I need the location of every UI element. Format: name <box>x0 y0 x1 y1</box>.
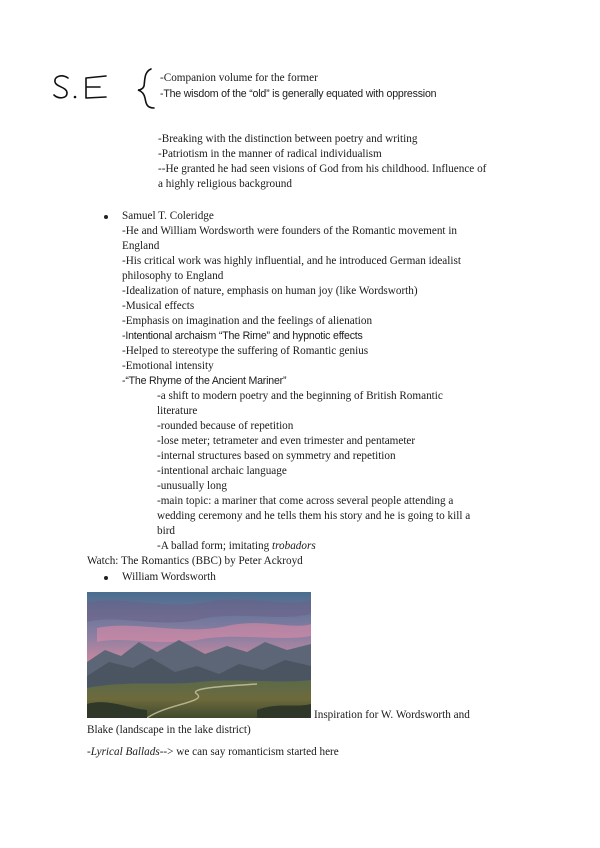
mariner-note-2: literature <box>157 405 198 417</box>
mariner-note-10: bird <box>157 525 176 537</box>
watch-line: Watch: The Romantics (BBC) by Peter Ackroyd <box>87 555 303 567</box>
blake-note-1: -Breaking with the distinction between poetry and writing <box>158 133 418 145</box>
coleridge-line-2: England <box>122 240 160 252</box>
mariner-note-9: wedding ceremony and he tells them his story and he is going to kill a <box>157 510 471 522</box>
image-caption-line-2: Blake (landscape in the lake district) <box>87 724 251 736</box>
blake-note-4: a highly religious background <box>158 178 292 190</box>
mariner-note-1: -a shift to modern poetry and the beginning of British Romantic <box>157 390 443 402</box>
mariner-note-5: -internal structures based on symmetry and repetition <box>157 450 396 462</box>
bullet-icon <box>104 215 108 219</box>
blake-note-2: -Patriotism in the manner of radical individualism <box>158 148 382 160</box>
lyrical-ballads-rest: --> we can say romanticism started here <box>159 746 339 758</box>
coleridge-line-8: -Intentional archaism “The Rime” and hypnotic effects <box>122 330 363 342</box>
lyrical-ballads-line <box>87 745 339 760</box>
lake-district-landscape-image <box>87 592 311 718</box>
coleridge-line-3: -His critical work was highly influential, and he introduced German idealist <box>122 255 461 267</box>
bullet-icon <box>104 576 108 580</box>
coleridge-line-4: philosophy to England <box>122 270 224 282</box>
mariner-note-4: -lose meter; tetrameter and even trimester and pentameter <box>157 435 416 447</box>
se-line-2: -The wisdom of the “old” is generally equated with oppression <box>160 88 437 100</box>
image-caption-line-1: Inspiration for W. Wordsworth and <box>314 709 470 721</box>
handwritten-se-annotation <box>48 66 168 112</box>
coleridge-line-11: -“The Rhyme of the Ancient Mariner” <box>122 375 287 387</box>
coleridge-line-10: -Emotional intensity <box>122 360 214 372</box>
mariner-note-8: -main topic: a mariner that come across several people attending a <box>157 495 454 507</box>
se-line-1: -Companion volume for the former <box>160 72 318 84</box>
ballad-line <box>157 539 316 554</box>
ballad-italic: trobadors <box>271 540 316 552</box>
mariner-note-7: -unusually long <box>157 480 227 492</box>
coleridge-line-6: -Musical effects <box>122 300 195 312</box>
coleridge-line-7: -Emphasis on imagination and the feelings of alienation <box>122 315 373 327</box>
mariner-note-6: -intentional archaic language <box>157 465 287 477</box>
coleridge-heading: Samuel T. Coleridge <box>122 210 214 222</box>
blake-note-3: --He granted he had seen visions of God from his childhood. Influence of <box>158 163 487 175</box>
ballad-prefix: -A ballad form; imitating <box>157 540 272 552</box>
coleridge-line-1: -He and William Wordsworth were founders of the Romantic movement in <box>122 225 458 237</box>
mariner-note-3: -rounded because of repetition <box>157 420 294 432</box>
wordsworth-heading: William Wordsworth <box>122 571 216 583</box>
coleridge-line-9: -Helped to stereotype the suffering of Romantic genius <box>122 345 369 357</box>
coleridge-line-5: -Idealization of nature, emphasis on human joy (like Wordsworth) <box>122 285 418 297</box>
lyrical-ballads-title: -Lyrical Ballads <box>87 746 160 758</box>
